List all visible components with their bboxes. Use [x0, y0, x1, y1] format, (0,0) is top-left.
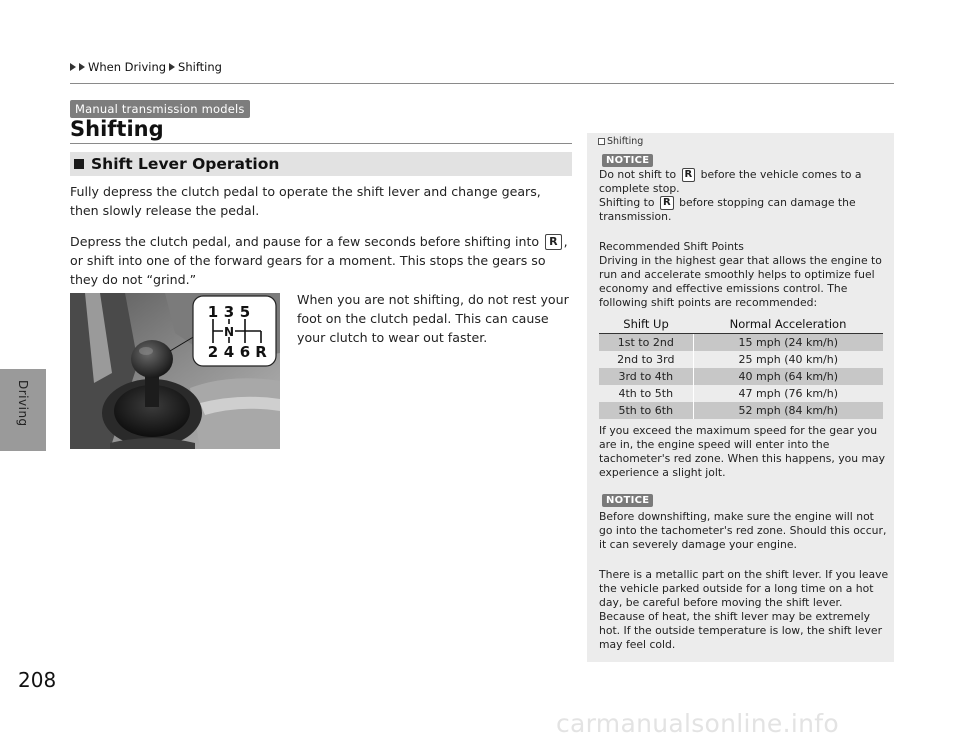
gear-label-5: 5 [239, 303, 251, 321]
breadcrumb-arrow-icon [169, 63, 175, 71]
paragraph-clutch-operation: Fully depress the clutch pedal to operate the shift lever and change gears, then slowly release the pedal. [70, 184, 541, 218]
table-row [599, 334, 883, 351]
breadcrumb [70, 60, 222, 74]
table-cell: 47 mph (76 km/h) [693, 385, 883, 402]
reverse-key-badge: R [682, 168, 696, 182]
gear-label-3: 3 [223, 303, 235, 321]
reverse-key-badge: R [660, 196, 674, 210]
notice-text-part: before stopping can damage the transmission. [599, 196, 856, 223]
gear-label-neutral: N [223, 325, 235, 339]
paragraph-text: , or shift into one of the forward gears for a moment. This stops the gears so they do not “grind.” [70, 234, 568, 287]
table-cell: 15 mph (24 km/h) [693, 334, 883, 351]
chapter-side-label: Driving [16, 380, 30, 427]
breadcrumb-arrow-icon [70, 63, 76, 71]
table-cell: 3rd to 4th [599, 368, 693, 385]
breadcrumb-current-shifting[interactable]: Shifting [178, 60, 222, 74]
recommended-shift-points [599, 240, 889, 310]
reference-mark-icon [598, 138, 605, 145]
table-cell: 52 mph (84 km/h) [693, 402, 883, 419]
table-cell: 2nd to 3rd [599, 351, 693, 368]
table-row [599, 368, 883, 385]
notice-text-part: Shifting to [599, 196, 655, 209]
table-cell: 4th to 5th [599, 385, 693, 402]
recommended-title: Recommended Shift Points [599, 240, 744, 253]
table-cell: 25 mph (40 km/h) [693, 351, 883, 368]
gear-label-6: 6 [239, 343, 251, 361]
notice-text-part: before the vehicle comes to a complete stop. [599, 168, 862, 195]
breadcrumb-arrow-icon [79, 63, 85, 71]
page-number: 208 [18, 668, 57, 692]
gear-label-2: 2 [207, 343, 219, 361]
model-badge: Manual transmission models [70, 100, 250, 118]
square-bullet-icon [74, 159, 84, 169]
breadcrumb-link-when-driving[interactable]: When Driving [88, 60, 167, 74]
gear-label-reverse: R [255, 343, 267, 361]
subsection-header [70, 152, 572, 176]
notice-reverse-text [599, 168, 889, 224]
paragraph-clutch-rest: When you are not shifting, do not rest your foot on the clutch pedal. This can cause your clutch to wear out faster. [297, 292, 569, 345]
table-header-normal-acceleration: Normal Acceleration [693, 316, 883, 334]
section-title: Shifting [70, 117, 164, 141]
reverse-key-badge: R [545, 234, 561, 250]
paragraph-pause-before-reverse [70, 232, 575, 289]
shift-lever-photo [70, 293, 280, 449]
sidebar-heading-text: Shifting [607, 136, 644, 147]
notice-badge: NOTICE [602, 494, 653, 507]
gear-label-1: 1 [207, 303, 219, 321]
table-cell: 1st to 2nd [599, 334, 693, 351]
notes-sidebar [587, 133, 894, 662]
metallic-part-text: There is a metallic part on the shift lever. If you leave the vehicle parked outside for a long time on a hot day, be careful before moving the shift lever. Because of heat, the shift lever may be extremely hot. If the outside temperature is low, the shift lever may feel cold. [599, 568, 889, 651]
exceed-speed-text: If you exceed the maximum speed for the gear you are in, the engine speed will enter into the tachometer's red zone. When this happens, you may experience a slight jolt. [599, 424, 885, 479]
paragraph-text: Depress the clutch pedal, and pause for a few seconds before shifting into [70, 234, 540, 249]
table-row [599, 385, 883, 402]
watermark: carmanualsonline.info [556, 709, 839, 738]
table-row [599, 351, 883, 368]
title-divider [70, 143, 572, 144]
table-cell: 40 mph (64 km/h) [693, 368, 883, 385]
header-divider [70, 83, 894, 84]
notice-text-part: Do not shift to [599, 168, 677, 181]
shift-points-table [599, 316, 883, 419]
notice-downshift-text: Before downshifting, make sure the engine will not go into the tachometer's red zone. Should this occur, it can severely damage your engine. [599, 510, 887, 551]
gear-label-4: 4 [223, 343, 235, 361]
notice-badge: NOTICE [602, 154, 653, 167]
recommended-text: Driving in the highest gear that allows the engine to run and accelerate smoothly helps to optimize fuel economy and effective emissions control. The following shift points are recommended: [599, 254, 882, 309]
subsection-title: Shift Lever Operation [91, 155, 280, 173]
table-row [599, 402, 883, 419]
table-header-shift-up: Shift Up [599, 316, 693, 334]
sidebar-heading [598, 136, 643, 147]
table-cell: 5th to 6th [599, 402, 693, 419]
